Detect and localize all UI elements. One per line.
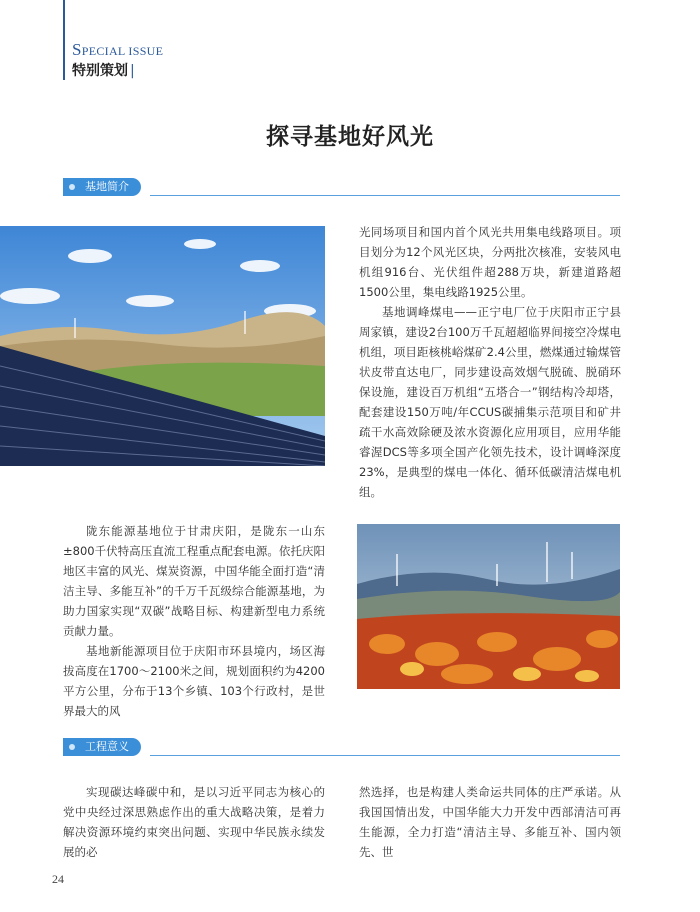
significance-text-left: 实现碳达峰碳中和，是以习近平同志为核心的党中央经过深思熟虑作出的重大战略决策，是着力解决资源环境约束突出问题、实现中华民族永续发展的必 — [63, 785, 325, 859]
page-number: 24 — [52, 872, 64, 886]
intro-text-right — [359, 222, 621, 502]
significance-text-right: 然选择，也是构建人类命运共同体的庄严承诺。从我国国情出发，中国华能大力开发中西部清洁可再生能源，全力打造“清洁主导、多能互补、国内领先、世 — [359, 785, 621, 859]
header-rule — [63, 0, 65, 80]
wind-turbines-autumn-photo — [357, 524, 620, 689]
section-name-text: 特别策划 — [72, 63, 128, 79]
special-issue-rest: PECIAL ISSUE — [81, 44, 164, 58]
solar-farm-photo — [0, 226, 325, 466]
section-name — [72, 60, 135, 80]
paragraph: 基地调峰煤电——正宁电厂位于庆阳市正宁县周家镇，建设2台100万千瓦超超临界间接空冷煤电机组，项目距核桃峪煤矿2.4公里，燃煤通过输煤管状皮带直达电厂，同步建设高效烟气脱硫、脱硝环保设施，建设百万机组“五塔合一”钢结构冷却塔，配套建设150万吨/年CCUS碳捕集示范项目和矿井疏干水高效除硬及浓水资源化应用项目，应用华能睿渥DCS等多项全国产化领先技术，设计调峰深度23%，是典型的煤电一体化、循环低碳清洁煤电机组。 — [359, 305, 621, 499]
paragraph: 基地新能源项目位于庆阳市环县境内，场区海拔高度在1700～2100米之间，规划面积约为4200平方公里，分布于13个乡镇、103个行政村，是世界最大的风 — [63, 644, 325, 718]
special-issue-initial: S — [72, 40, 82, 59]
section-name-bar: | — [130, 63, 135, 79]
section-tab-intro: 基地简介 — [63, 178, 141, 196]
special-issue-label — [72, 40, 163, 60]
paragraph: 光同场项目和国内首个风光共用集电线路项目。项目划分为12个风光区块，分两批次核准，安装风电机组916台、光伏组件超288万块，新建道路超1500公里，集电线路1925公里。 — [359, 225, 621, 299]
section-rule-significance — [150, 755, 620, 756]
section-rule-intro — [150, 195, 620, 196]
paragraph: 陇东能源基地位于甘肃庆阳，是陇东一山东±800千伏特高压直流工程重点配套电源。依托庆阳地区丰富的风光、煤炭资源，中国华能全面打造“清洁主导、多能互补”的千万千瓦级综合能源基地，为助力国家实现“双碳”战略目标、构建新型电力系统贡献力量。 — [63, 524, 325, 638]
intro-text-left — [63, 521, 325, 721]
page-title: 探寻基地好风光 — [266, 124, 434, 150]
section-tab-significance: 工程意义 — [63, 738, 141, 756]
